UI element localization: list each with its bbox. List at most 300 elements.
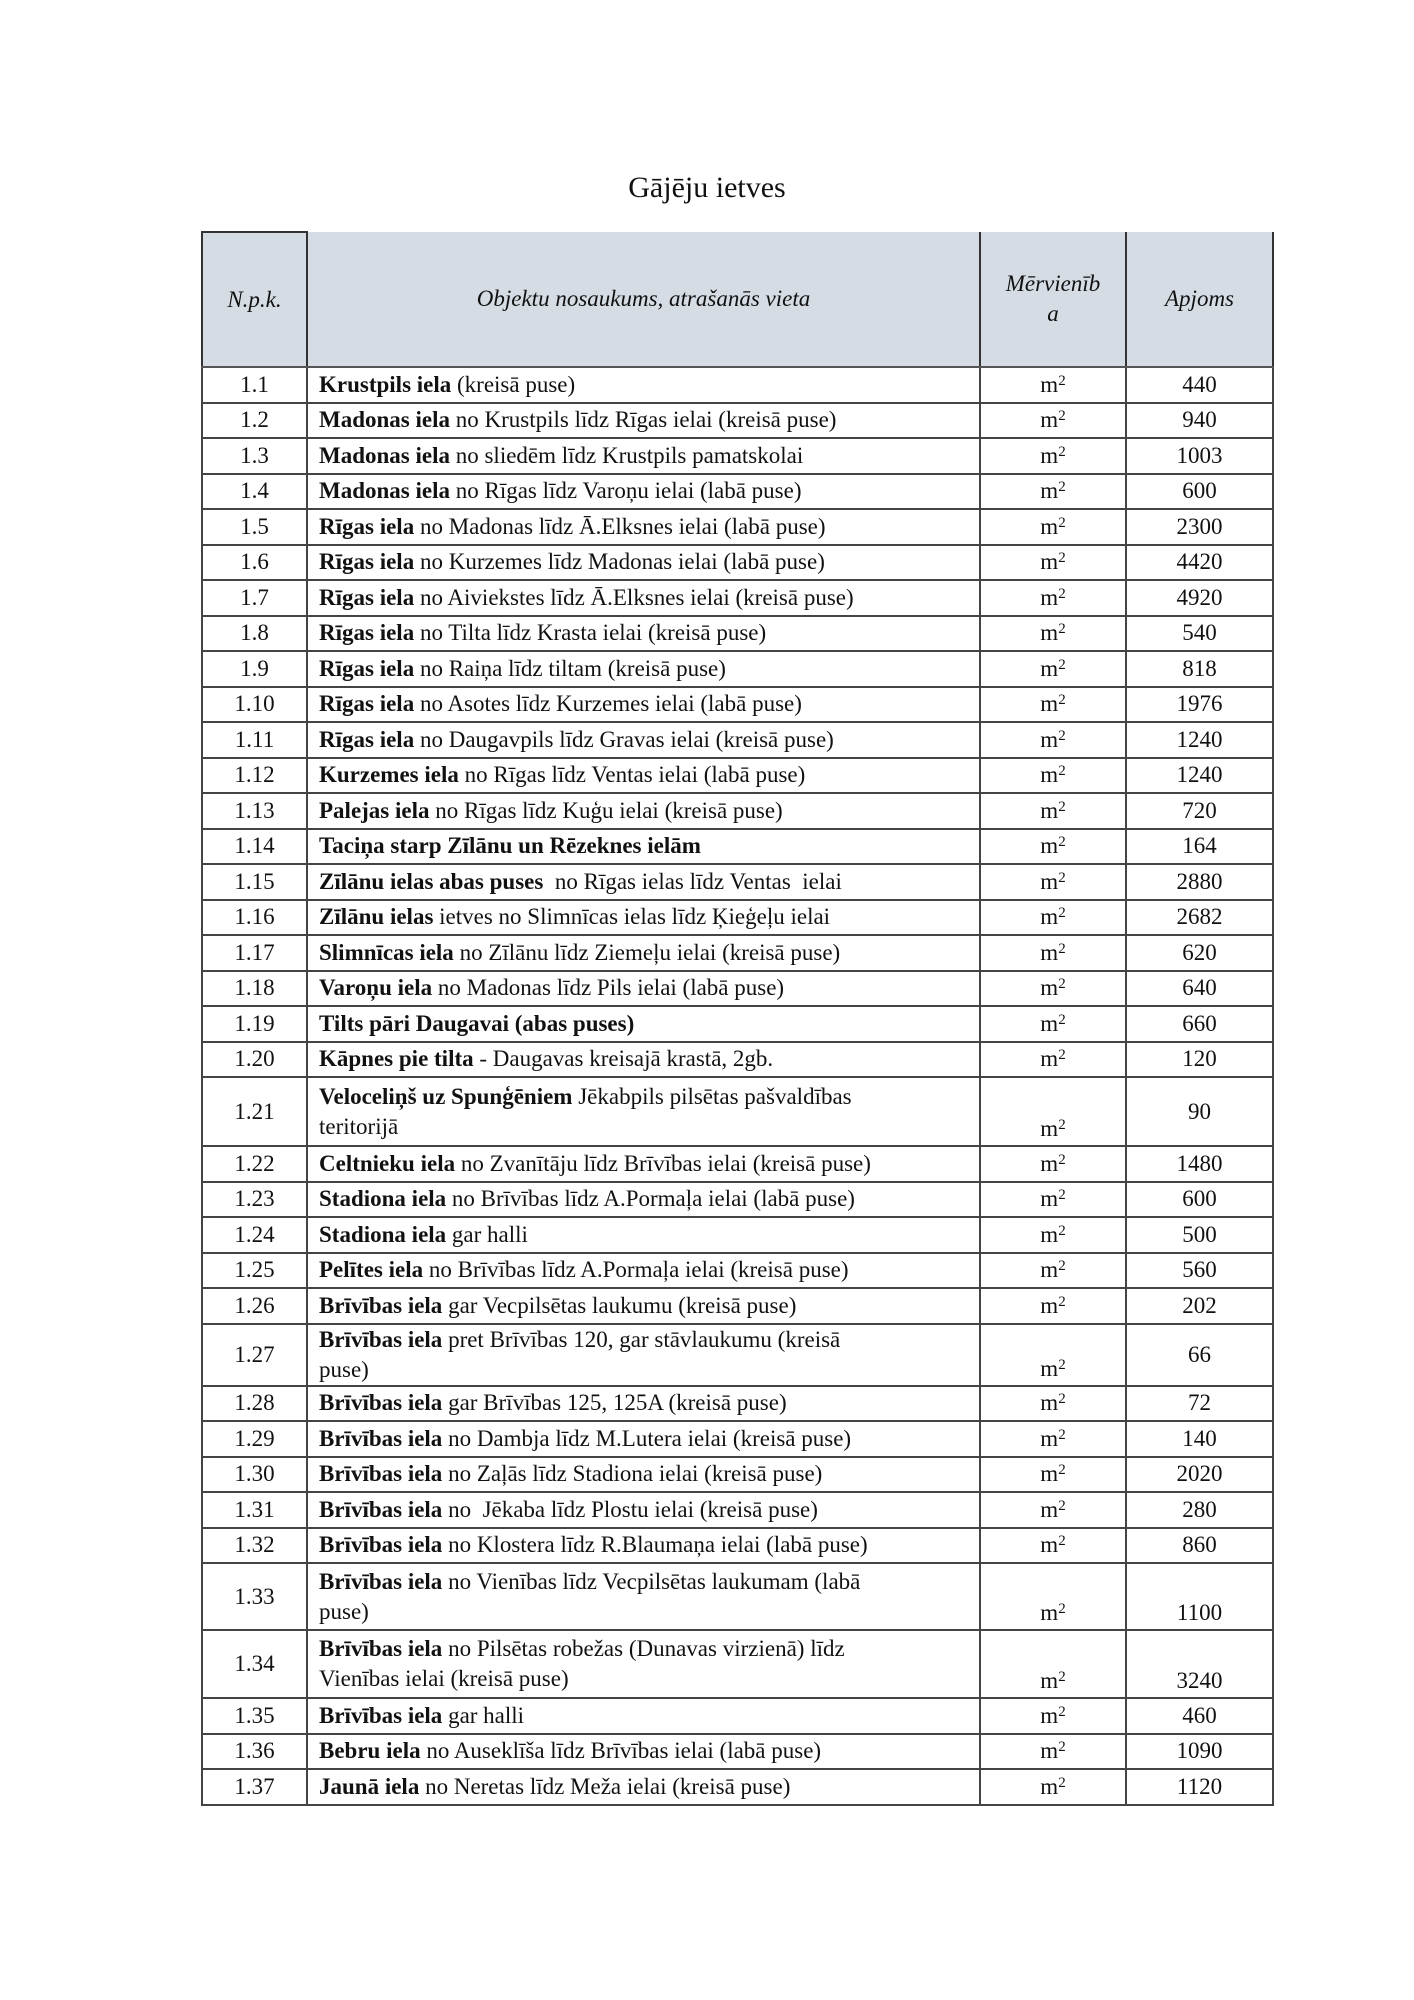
object-name-line xyxy=(319,1257,849,1282)
header-unit xyxy=(980,232,1126,367)
table-row xyxy=(202,403,1273,439)
object-name-line xyxy=(319,727,834,752)
row-number: 1.21 xyxy=(202,1077,307,1146)
location-description: no Aiviekstes līdz Ā.Elksnes ielai (kreisā puse) xyxy=(414,584,854,610)
unit-base: m xyxy=(1040,762,1059,788)
volume-value: 66 xyxy=(1126,1324,1273,1386)
volume-value: 600 xyxy=(1126,1182,1273,1218)
object-name-line xyxy=(319,478,802,503)
volume-value: 1480 xyxy=(1126,1146,1273,1182)
volume-value: 1240 xyxy=(1126,758,1273,794)
unit-cell xyxy=(980,403,1126,439)
page-title: Gājēju ietves xyxy=(628,171,786,204)
unit-base: m xyxy=(1040,975,1059,1001)
unit-cell xyxy=(980,1217,1126,1253)
table-row xyxy=(202,1182,1273,1218)
location-description-continued: Vienības ielai (kreisā puse) xyxy=(319,1666,569,1691)
unit-exponent: 2 xyxy=(1058,1356,1066,1373)
object-name-cell xyxy=(307,545,980,581)
object-name-cell xyxy=(307,1042,980,1078)
street-name: Brīvības iela xyxy=(319,1496,443,1522)
unit-exponent: 2 xyxy=(1058,905,1066,922)
row-number: 1.28 xyxy=(202,1386,307,1422)
table-row xyxy=(202,829,1273,865)
object-name-line xyxy=(319,869,842,894)
table-row xyxy=(202,864,1273,900)
unit-base: m xyxy=(1040,904,1059,930)
unit-cell xyxy=(980,1146,1126,1182)
location-description: no Brīvības līdz A.Pormaļa ielai (labā puse) xyxy=(446,1186,855,1212)
street-name: Rīgas iela xyxy=(319,513,415,539)
unit-cell xyxy=(980,1769,1126,1805)
location-description: gar Brīvības 125, 125A (kreisā puse) xyxy=(442,1390,787,1416)
street-name: Palejas iela xyxy=(319,797,430,823)
row-number: 1.12 xyxy=(202,758,307,794)
volume-value: 640 xyxy=(1126,971,1273,1007)
unit-cell xyxy=(980,1386,1126,1422)
table-row xyxy=(202,687,1273,723)
unit-exponent: 2 xyxy=(1058,1774,1066,1791)
unit-exponent: 2 xyxy=(1058,1426,1066,1443)
location-description: no Zvanītāju līdz Brīvības ielai (kreisā puse) xyxy=(455,1150,871,1176)
table-row xyxy=(202,1457,1273,1493)
unit-exponent: 2 xyxy=(1058,656,1066,673)
unit-base: m xyxy=(1040,1425,1059,1451)
unit-cell xyxy=(980,758,1126,794)
volume-value: 120 xyxy=(1126,1042,1273,1078)
row-number: 1.17 xyxy=(202,935,307,971)
object-name-cell xyxy=(307,367,980,403)
row-number: 1.13 xyxy=(202,793,307,829)
street-name: Brīvības iela xyxy=(319,1461,443,1487)
unit-base: m xyxy=(1040,513,1059,539)
unit-base: m xyxy=(1040,1292,1059,1318)
unit-cell xyxy=(980,935,1126,971)
street-name: Veloceliņš uz Spunģēniem xyxy=(319,1083,573,1109)
street-name: Brīvības iela xyxy=(319,1292,443,1318)
table-row xyxy=(202,1563,1273,1630)
table-row xyxy=(202,580,1273,616)
table-row xyxy=(202,758,1273,794)
table-row xyxy=(202,474,1273,510)
volume-value: 540 xyxy=(1126,616,1273,652)
unit-exponent: 2 xyxy=(1058,1047,1066,1064)
street-name: Celtnieku iela xyxy=(319,1150,456,1176)
street-name: Madonas iela xyxy=(319,478,450,504)
location-description: no Rīgas līdz Ventas ielai (labā puse) xyxy=(458,762,806,788)
row-number: 1.19 xyxy=(202,1006,307,1042)
volume-value: 720 xyxy=(1126,793,1273,829)
table-row xyxy=(202,1421,1273,1457)
location-description: no Kurzemes līdz Madonas ielai (labā puse) xyxy=(414,549,825,575)
object-name-cell xyxy=(307,438,980,474)
header-unit-line: a xyxy=(1047,301,1059,326)
volume-value: 140 xyxy=(1126,1421,1273,1457)
volume-value: 90 xyxy=(1126,1077,1273,1146)
unit-base: m xyxy=(1040,1390,1059,1416)
unit-cell xyxy=(980,1077,1126,1146)
street-name: Brīvības iela xyxy=(319,1702,443,1728)
table-row xyxy=(202,1734,1273,1770)
location-description: Jēkabpils pilsētas pašvaldības xyxy=(572,1083,852,1109)
location-description: no Zīlānu līdz Ziemeļu ielai (kreisā puse) xyxy=(453,939,841,965)
unit-cell xyxy=(980,1042,1126,1078)
table-row xyxy=(202,1324,1273,1386)
unit-base: m xyxy=(1040,655,1059,681)
row-number: 1.37 xyxy=(202,1769,307,1805)
location-description: no Pilsētas robežas (Dunavas virzienā) līdz xyxy=(442,1636,845,1661)
unit-exponent: 2 xyxy=(1058,1497,1066,1514)
object-name-cell xyxy=(307,1182,980,1218)
object-name-cell xyxy=(307,1421,980,1457)
unit-cell xyxy=(980,1421,1126,1457)
table-row xyxy=(202,1217,1273,1253)
object-name-line xyxy=(319,1293,796,1318)
location-description: no Klostera līdz R.Blaumaņa ielai (labā puse) xyxy=(442,1532,868,1558)
table-row xyxy=(202,1288,1273,1324)
street-name: Kāpnes pie tilta xyxy=(319,1046,474,1072)
unit-cell xyxy=(980,474,1126,510)
location-description: no Auseklīša līdz Brīvības ielai (labā puse) xyxy=(420,1738,822,1764)
object-name-line xyxy=(319,372,575,397)
street-name: Zīlānu ielas abas puses xyxy=(319,868,544,894)
object-name-line xyxy=(319,1082,973,1112)
volume-value: 4920 xyxy=(1126,580,1273,616)
object-name-cell xyxy=(307,1563,980,1630)
location-description-continued: puse) xyxy=(319,1598,369,1624)
row-number: 1.1 xyxy=(202,367,307,403)
table-row xyxy=(202,900,1273,936)
volume-value: 1976 xyxy=(1126,687,1273,723)
location-description: no sliedēm līdz Krustpils pamatskolai xyxy=(449,442,804,468)
volume-value: 500 xyxy=(1126,1217,1273,1253)
object-name-cell xyxy=(307,1528,980,1564)
unit-base: m xyxy=(1040,1186,1059,1212)
unit-base: m xyxy=(1040,620,1059,646)
table-row xyxy=(202,1042,1273,1078)
volume-value: 460 xyxy=(1126,1698,1273,1734)
location-description: (kreisā puse) xyxy=(451,371,576,397)
location-description: no Rīgas līdz Varoņu ielai (labā puse) xyxy=(449,478,802,504)
volume-value: 560 xyxy=(1126,1253,1273,1289)
sidewalks-table xyxy=(201,231,1274,1806)
unit-exponent: 2 xyxy=(1058,1669,1066,1685)
location-description: gar Vecpilsētas laukumu (kreisā puse) xyxy=(442,1292,797,1318)
unit-base: m xyxy=(1040,407,1059,433)
unit-cell xyxy=(980,971,1126,1007)
unit-exponent: 2 xyxy=(1058,514,1066,531)
unit-cell xyxy=(980,509,1126,545)
street-name: Madonas iela xyxy=(319,442,450,468)
unit-cell xyxy=(980,722,1126,758)
volume-value: 660 xyxy=(1126,1006,1273,1042)
volume-value: 3240 xyxy=(1126,1630,1273,1698)
object-name-line xyxy=(319,762,805,787)
row-number: 1.15 xyxy=(202,864,307,900)
table-row xyxy=(202,935,1273,971)
volume-value: 2300 xyxy=(1126,509,1273,545)
row-number: 1.14 xyxy=(202,829,307,865)
unit-base: m xyxy=(1040,726,1059,752)
unit-cell xyxy=(980,864,1126,900)
unit-cell xyxy=(980,1253,1126,1289)
object-name-line xyxy=(319,1703,524,1728)
object-name-cell xyxy=(307,829,980,865)
volume-value: 1090 xyxy=(1126,1734,1273,1770)
unit-base: m xyxy=(1040,1461,1059,1487)
unit-exponent: 2 xyxy=(1058,443,1066,460)
unit-exponent: 2 xyxy=(1058,1533,1066,1550)
object-name-line xyxy=(319,620,766,645)
unit-exponent: 2 xyxy=(1058,1601,1066,1617)
row-number: 1.16 xyxy=(202,900,307,936)
object-name-line xyxy=(319,1426,851,1451)
location-description: no Brīvības līdz A.Pormaļa ielai (kreisā puse) xyxy=(423,1257,849,1283)
row-number: 1.10 xyxy=(202,687,307,723)
street-name: Brīvības iela xyxy=(319,1636,443,1661)
table-row xyxy=(202,722,1273,758)
street-name: Brīvības iela xyxy=(319,1532,443,1558)
object-name-line xyxy=(319,1774,790,1799)
location-description: no Dambja līdz M.Lutera ielai (kreisā puse) xyxy=(442,1425,852,1451)
row-number: 1.7 xyxy=(202,580,307,616)
street-name: Rīgas iela xyxy=(319,691,415,717)
volume-value: 4420 xyxy=(1126,545,1273,581)
unit-base: m xyxy=(1040,1738,1059,1764)
row-number: 1.24 xyxy=(202,1217,307,1253)
unit-exponent: 2 xyxy=(1058,1258,1066,1275)
object-name-line xyxy=(319,1151,871,1176)
object-name-line xyxy=(319,1461,822,1486)
volume-value: 2682 xyxy=(1126,900,1273,936)
row-number: 1.4 xyxy=(202,474,307,510)
object-name-cell xyxy=(307,864,980,900)
unit-base: m xyxy=(1040,584,1059,610)
table-row xyxy=(202,1528,1273,1564)
row-number: 1.30 xyxy=(202,1457,307,1493)
object-name-cell xyxy=(307,1006,980,1042)
unit-base: m xyxy=(1040,868,1059,894)
object-name-line xyxy=(319,1186,855,1211)
location-description: no Madonas līdz Ā.Elksnes ielai (labā puse) xyxy=(414,513,826,539)
unit-exponent: 2 xyxy=(1058,479,1066,496)
table-row xyxy=(202,545,1273,581)
object-name-line xyxy=(319,1390,787,1415)
object-name-cell xyxy=(307,1288,980,1324)
unit-exponent: 2 xyxy=(1058,585,1066,602)
street-name: Taciņa starp Zīlānu un Rēzeknes ielām xyxy=(319,833,701,859)
unit-cell xyxy=(980,1734,1126,1770)
object-name-line xyxy=(319,1532,868,1557)
unit-cell xyxy=(980,1182,1126,1218)
row-number: 1.6 xyxy=(202,545,307,581)
unit-cell xyxy=(980,900,1126,936)
street-name: Brīvības iela xyxy=(319,1326,443,1352)
volume-value: 860 xyxy=(1126,1528,1273,1564)
street-name: Stadiona iela xyxy=(319,1186,447,1212)
location-description-continued: teritorijā xyxy=(319,1113,399,1139)
unit-base: m xyxy=(1040,833,1059,859)
table-body xyxy=(202,367,1273,1805)
location-description: pret Brīvības 120, gar stāvlaukumu (kreisā xyxy=(442,1326,841,1352)
location-description: no Rīgas ielas līdz Ventas ielai xyxy=(543,868,842,894)
unit-exponent: 2 xyxy=(1058,834,1066,851)
unit-exponent: 2 xyxy=(1058,1222,1066,1239)
table-row xyxy=(202,616,1273,652)
object-name-cell xyxy=(307,1734,980,1770)
unit-exponent: 2 xyxy=(1058,976,1066,993)
location-description: no Daugavpils līdz Gravas ielai (kreisā puse) xyxy=(414,726,834,752)
unit-exponent: 2 xyxy=(1058,408,1066,425)
object-name-line xyxy=(319,1222,528,1247)
unit-base: m xyxy=(1040,797,1059,823)
object-name-cell xyxy=(307,1630,980,1698)
unit-cell xyxy=(980,1006,1126,1042)
unit-base: m xyxy=(1040,1600,1059,1625)
street-name: Rīgas iela xyxy=(319,620,415,646)
location-description: gar halli xyxy=(446,1221,528,1247)
unit-exponent: 2 xyxy=(1058,1739,1066,1756)
unit-exponent: 2 xyxy=(1058,550,1066,567)
location-description: no Rīgas līdz Kuģu ielai (kreisā puse) xyxy=(429,797,783,823)
unit-base: m xyxy=(1040,442,1059,468)
street-name: Brīvības iela xyxy=(319,1568,443,1594)
row-number: 1.22 xyxy=(202,1146,307,1182)
table-row xyxy=(202,1077,1273,1146)
object-name-cell xyxy=(307,1492,980,1528)
location-description: - Daugavas kreisajā krastā, 2gb. xyxy=(473,1046,774,1072)
unit-cell xyxy=(980,1324,1126,1386)
street-name: Rīgas iela xyxy=(319,584,415,610)
object-name-line xyxy=(319,585,854,610)
object-name-line xyxy=(319,940,840,965)
location-description: ietves no Slimnīcas ielas līdz Ķieģeļu ielai xyxy=(433,904,831,930)
unit-base: m xyxy=(1040,1010,1059,1036)
object-name-cell xyxy=(307,687,980,723)
table-row xyxy=(202,1698,1273,1734)
street-name: Brīvības iela xyxy=(319,1390,443,1416)
row-number: 1.2 xyxy=(202,403,307,439)
object-name-cell xyxy=(307,403,980,439)
unit-cell xyxy=(980,580,1126,616)
street-name: Tilts pāri Daugavai (abas puses) xyxy=(319,1010,635,1036)
object-name-cell xyxy=(307,971,980,1007)
header-name: Objektu nosaukums, atrašanās vieta xyxy=(307,232,980,367)
row-number: 1.5 xyxy=(202,509,307,545)
volume-value: 280 xyxy=(1126,1492,1273,1528)
unit-cell xyxy=(980,829,1126,865)
street-name: Brīvības iela xyxy=(319,1425,443,1451)
object-name-line xyxy=(319,407,836,432)
object-name-line xyxy=(319,1325,973,1355)
object-name-line xyxy=(319,1567,973,1597)
volume-value: 1240 xyxy=(1126,722,1273,758)
location-description: no Vienības līdz Vecpilsētas laukumam (labā xyxy=(442,1568,861,1594)
street-name: Zīlānu ielas xyxy=(319,904,434,930)
row-number: 1.9 xyxy=(202,651,307,687)
row-number: 1.11 xyxy=(202,722,307,758)
unit-base: m xyxy=(1040,1150,1059,1176)
unit-cell xyxy=(980,1630,1126,1698)
table-row xyxy=(202,438,1273,474)
object-name-cell xyxy=(307,1386,980,1422)
unit-base: m xyxy=(1040,1046,1059,1072)
unit-exponent: 2 xyxy=(1058,1117,1066,1133)
unit-cell xyxy=(980,438,1126,474)
row-number: 1.29 xyxy=(202,1421,307,1457)
location-description: no Raiņa līdz tiltam (kreisā puse) xyxy=(414,655,726,681)
object-name-line xyxy=(319,443,803,468)
row-number: 1.23 xyxy=(202,1182,307,1218)
row-number: 1.35 xyxy=(202,1698,307,1734)
unit-cell xyxy=(980,687,1126,723)
object-name-cell xyxy=(307,1077,980,1146)
volume-value: 620 xyxy=(1126,935,1273,971)
object-name-cell xyxy=(307,758,980,794)
unit-cell xyxy=(980,1288,1126,1324)
unit-base: m xyxy=(1040,1221,1059,1247)
table-row xyxy=(202,651,1273,687)
row-number: 1.33 xyxy=(202,1563,307,1630)
object-name-line xyxy=(319,1011,634,1036)
unit-exponent: 2 xyxy=(1058,1391,1066,1408)
street-name: Kurzemes iela xyxy=(319,762,459,788)
object-name-line xyxy=(319,833,701,858)
object-name-cell xyxy=(307,1253,980,1289)
object-name-cell xyxy=(307,474,980,510)
unit-cell xyxy=(980,1528,1126,1564)
object-name-line xyxy=(319,549,825,574)
row-number: 1.20 xyxy=(202,1042,307,1078)
object-name-cell xyxy=(307,580,980,616)
unit-exponent: 2 xyxy=(1058,372,1066,389)
unit-cell xyxy=(980,1698,1126,1734)
object-name-cell xyxy=(307,509,980,545)
object-name-cell xyxy=(307,1217,980,1253)
unit-base: m xyxy=(1040,1355,1059,1381)
street-name: Bebru iela xyxy=(319,1738,421,1764)
unit-base: m xyxy=(1040,1668,1059,1693)
object-name-line xyxy=(319,1634,973,1664)
object-name-cell xyxy=(307,651,980,687)
header-volume: Apjoms xyxy=(1126,232,1273,367)
object-name-line xyxy=(319,1046,773,1071)
unit-base: m xyxy=(1040,1532,1059,1558)
object-name-cell xyxy=(307,1457,980,1493)
location-description-continued: puse) xyxy=(319,1356,369,1382)
unit-cell xyxy=(980,545,1126,581)
table-row xyxy=(202,1253,1273,1289)
unit-exponent: 2 xyxy=(1058,1151,1066,1168)
object-name-line xyxy=(319,798,783,823)
location-description: no Neretas līdz Meža ielai (kreisā puse) xyxy=(419,1773,791,1799)
unit-exponent: 2 xyxy=(1058,621,1066,638)
unit-exponent: 2 xyxy=(1058,1462,1066,1479)
unit-cell xyxy=(980,651,1126,687)
row-number: 1.36 xyxy=(202,1734,307,1770)
location-description: no Jēkaba līdz Plostu ielai (kreisā puse) xyxy=(442,1496,818,1522)
row-number: 1.31 xyxy=(202,1492,307,1528)
table-row xyxy=(202,971,1273,1007)
volume-value: 600 xyxy=(1126,474,1273,510)
table-row xyxy=(202,1492,1273,1528)
unit-cell xyxy=(980,793,1126,829)
location-description: no Tilta līdz Krasta ielai (kreisā puse) xyxy=(414,620,767,646)
object-name-cell xyxy=(307,900,980,936)
row-number: 1.8 xyxy=(202,616,307,652)
street-name: Rīgas iela xyxy=(319,726,415,752)
object-name-line xyxy=(319,514,826,539)
